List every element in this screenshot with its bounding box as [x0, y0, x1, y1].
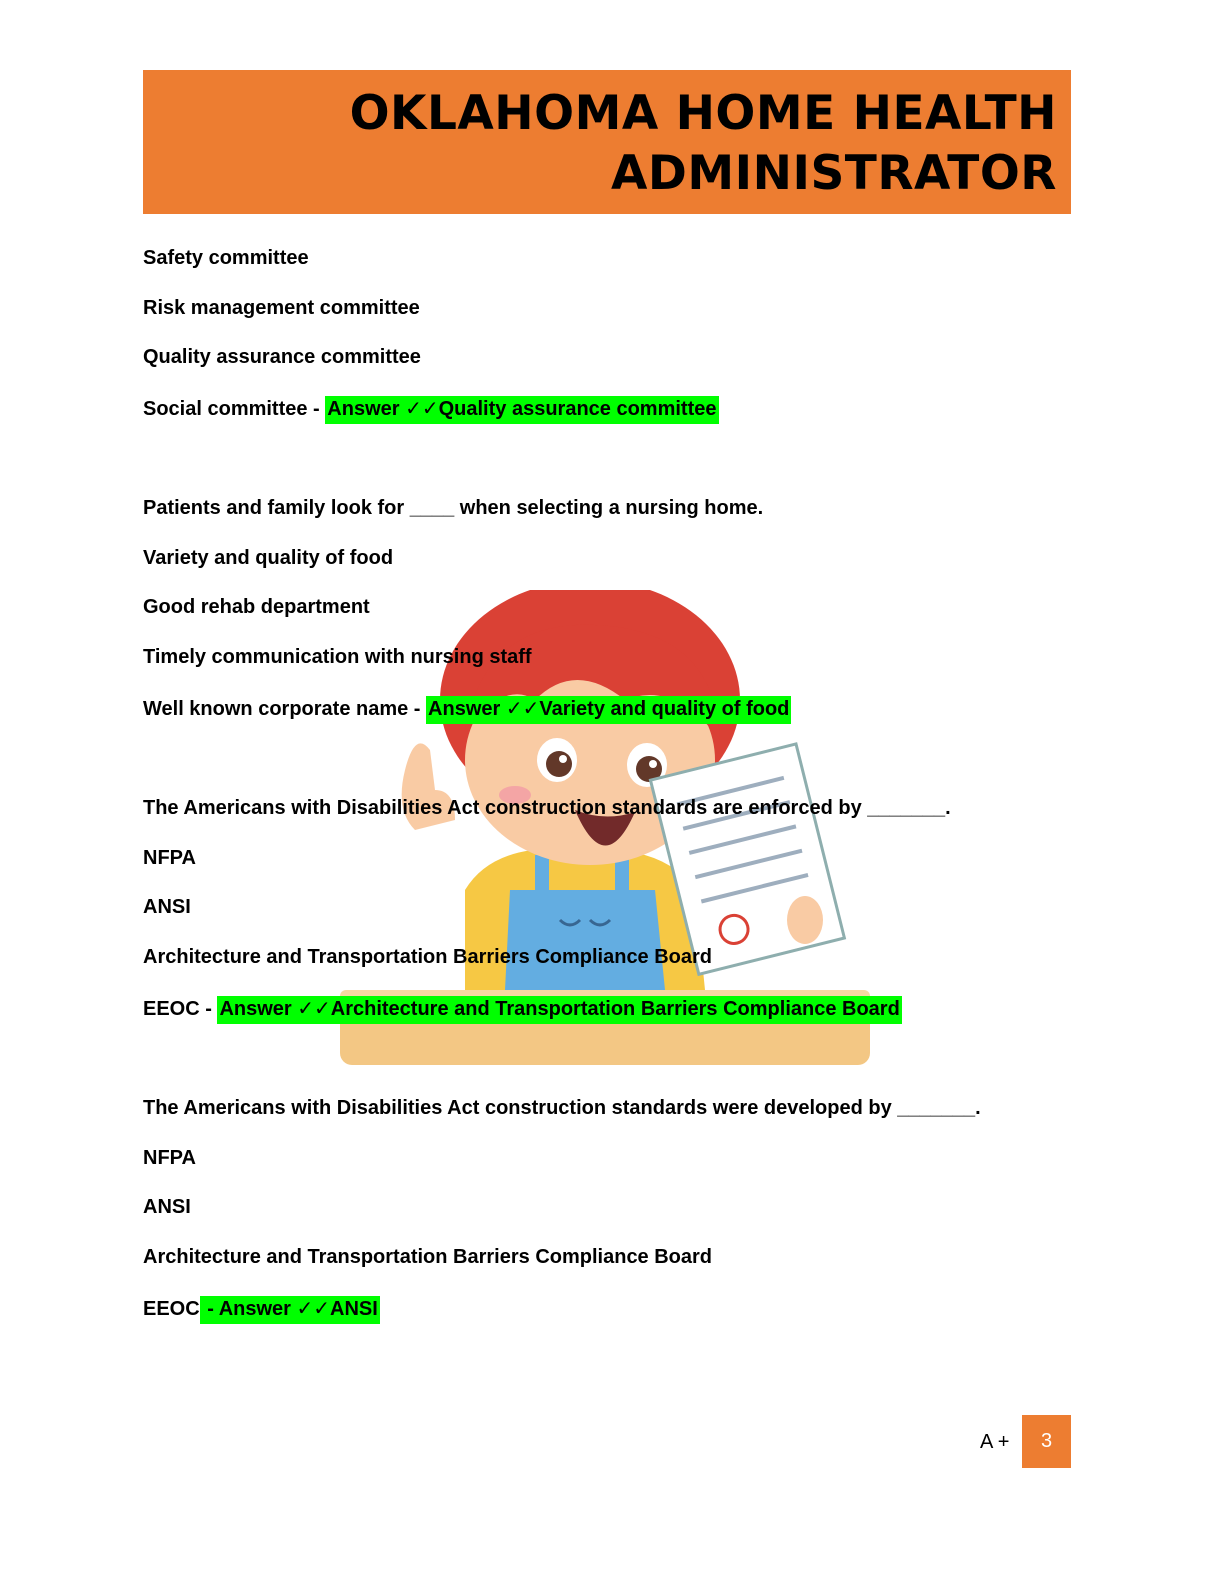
option-line: Architecture and Transportation Barriers Compliance Board — [143, 1246, 713, 1268]
option-line: Timely communication with nursing staff — [143, 646, 532, 668]
last-option: EEOC - — [143, 998, 218, 1020]
option-line: Risk management committee — [143, 297, 420, 319]
answer-line — [143, 992, 902, 1026]
last-option: Social committee - — [143, 398, 326, 420]
option-line: Safety committee — [143, 247, 309, 269]
answer-highlight: Answer ✓✓Architecture and Transportation Barriers Compliance Board — [217, 996, 901, 1024]
option-line: Variety and quality of food — [143, 547, 394, 569]
option-line: Quality assurance committee — [143, 346, 421, 368]
last-option: Well known corporate name - — [143, 698, 427, 720]
answer-line — [143, 392, 719, 426]
question-line: The Americans with Disabilities Act construction standards were developed by _______. — [143, 1097, 981, 1119]
answer-line — [143, 692, 791, 726]
page-number-badge: 3 — [1022, 1415, 1071, 1468]
answer-line — [143, 1292, 380, 1326]
last-option: EEOC — [143, 1298, 200, 1320]
answer-highlight: - Answer ✓✓ANSI — [200, 1296, 380, 1324]
option-line: Architecture and Transportation Barriers Compliance Board — [143, 946, 713, 968]
answer-highlight: Answer ✓✓Quality assurance committee — [325, 396, 718, 424]
page-header — [143, 70, 1071, 214]
header-title-line2: ADMINISTRATOR — [610, 146, 1057, 201]
option-line: NFPA — [143, 847, 196, 869]
option-line: Good rehab department — [143, 596, 370, 618]
answer-highlight: Answer ✓✓Variety and quality of food — [426, 696, 791, 724]
option-line: ANSI — [143, 1196, 191, 1218]
option-line: NFPA — [143, 1147, 196, 1169]
option-line: ANSI — [143, 896, 191, 918]
footer-grade: A + — [980, 1431, 1010, 1453]
question-line: The Americans with Disabilities Act construction standards are enforced by _______. — [143, 797, 951, 819]
question-line: Patients and family look for ____ when selecting a nursing home. — [143, 497, 764, 519]
header-title-line1: OKLAHOMA HOME HEALTH — [349, 86, 1057, 141]
